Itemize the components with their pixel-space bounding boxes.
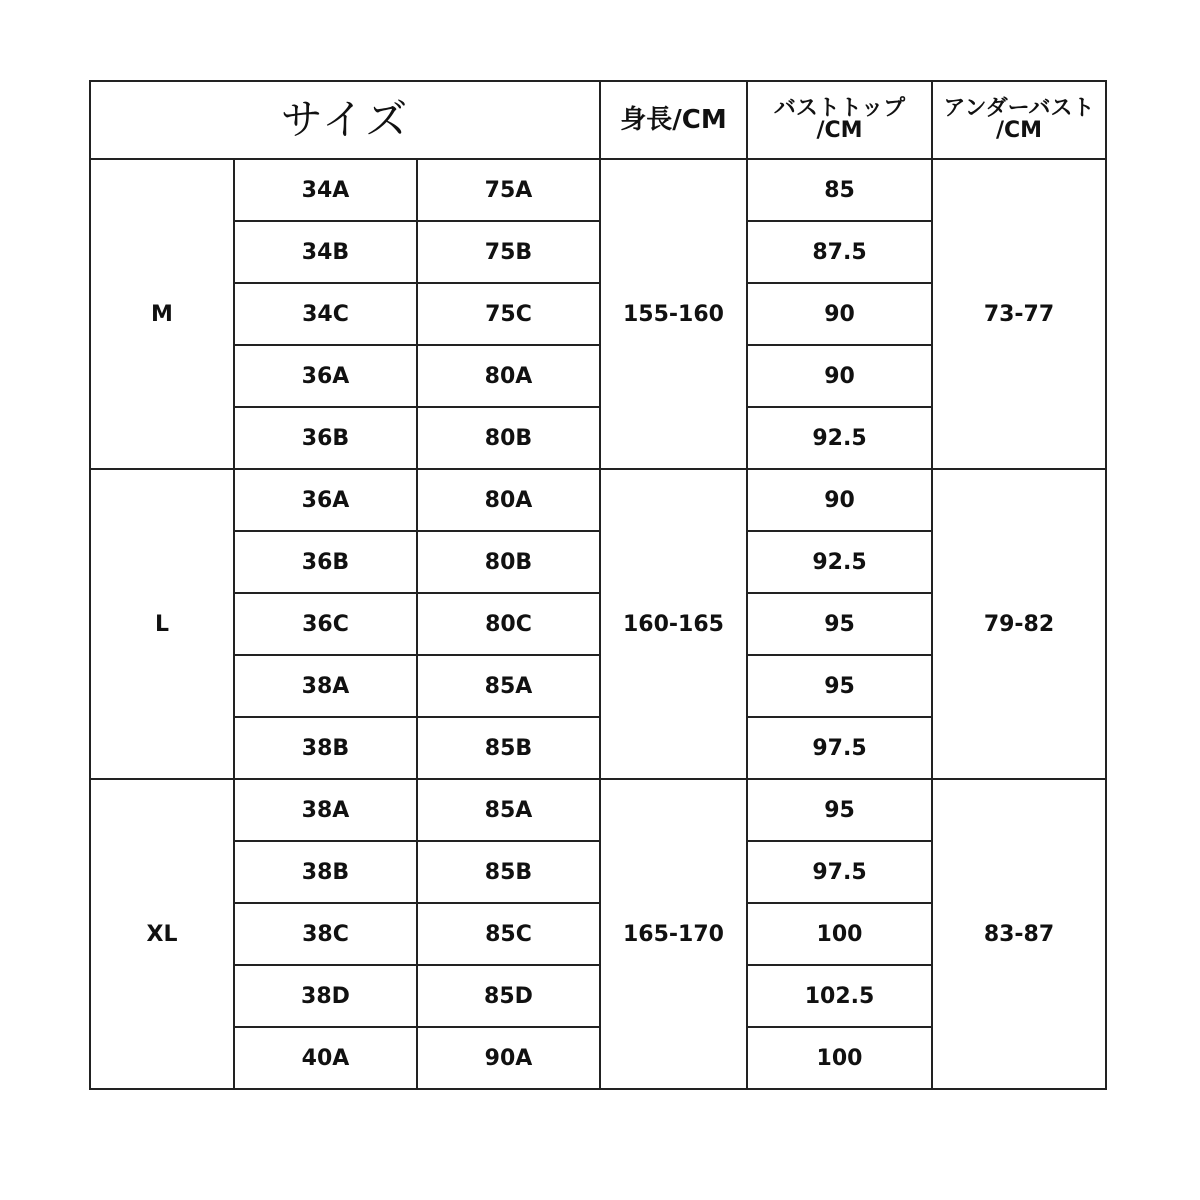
table-row [90,779,1106,841]
eu-size-cell: 85D [417,965,600,1027]
height-range-cell: 160-165 [600,469,747,779]
us-size-cell: 34A [234,159,417,221]
table-row [90,469,1106,531]
header-under-bust-line1: アンダーバスト [943,96,1095,121]
eu-size-cell: 90A [417,1027,600,1089]
header-under-bust [932,81,1106,159]
size-table [89,80,1107,1090]
header-bust-top [747,81,932,159]
bust-top-cell: 87.5 [747,221,932,283]
us-size-cell: 38C [234,903,417,965]
height-range-cell: 155-160 [600,159,747,469]
bust-top-cell: 90 [747,345,932,407]
us-size-cell: 40A [234,1027,417,1089]
bust-top-cell: 97.5 [747,841,932,903]
under-bust-range-cell: 79-82 [932,469,1106,779]
us-size-cell: 36B [234,531,417,593]
size-group-label: M [90,159,234,469]
us-size-cell: 36C [234,593,417,655]
eu-size-cell: 80A [417,345,600,407]
under-bust-range-cell: 83-87 [932,779,1106,1089]
eu-size-cell: 75A [417,159,600,221]
table-body [90,159,1106,1089]
bust-top-cell: 95 [747,593,932,655]
bust-top-cell: 90 [747,469,932,531]
eu-size-cell: 85A [417,779,600,841]
header-bust-top-line2: /CM [816,118,863,143]
eu-size-cell: 80B [417,531,600,593]
eu-size-cell: 80C [417,593,600,655]
us-size-cell: 38D [234,965,417,1027]
eu-size-cell: 85C [417,903,600,965]
size-group-label: L [90,469,234,779]
us-size-cell: 36B [234,407,417,469]
us-size-cell: 38A [234,779,417,841]
eu-size-cell: 85B [417,841,600,903]
us-size-cell: 38B [234,841,417,903]
header-bust-top-line1: バストトップ [773,96,906,121]
eu-size-cell: 85A [417,655,600,717]
table-row [90,159,1106,221]
bust-top-cell: 92.5 [747,407,932,469]
under-bust-range-cell: 73-77 [932,159,1106,469]
us-size-cell: 34B [234,221,417,283]
bust-top-cell: 97.5 [747,717,932,779]
us-size-cell: 36A [234,469,417,531]
header-under-bust-line2: /CM [995,118,1043,143]
bust-top-cell: 95 [747,655,932,717]
bust-top-cell: 92.5 [747,531,932,593]
bust-top-cell: 95 [747,779,932,841]
us-size-cell: 38B [234,717,417,779]
height-range-cell: 165-170 [600,779,747,1089]
bust-top-cell: 85 [747,159,932,221]
bust-top-cell: 102.5 [747,965,932,1027]
us-size-cell: 34C [234,283,417,345]
size-chart [89,80,1107,1090]
eu-size-cell: 75B [417,221,600,283]
header-height: 身長/CM [600,81,747,159]
header-row [90,81,1106,159]
bust-top-cell: 100 [747,1027,932,1089]
us-size-cell: 38A [234,655,417,717]
eu-size-cell: 80B [417,407,600,469]
bust-top-cell: 100 [747,903,932,965]
us-size-cell: 36A [234,345,417,407]
eu-size-cell: 80A [417,469,600,531]
size-group-label: XL [90,779,234,1089]
eu-size-cell: 75C [417,283,600,345]
eu-size-cell: 85B [417,717,600,779]
bust-top-cell: 90 [747,283,932,345]
header-size: サイズ [90,81,600,159]
